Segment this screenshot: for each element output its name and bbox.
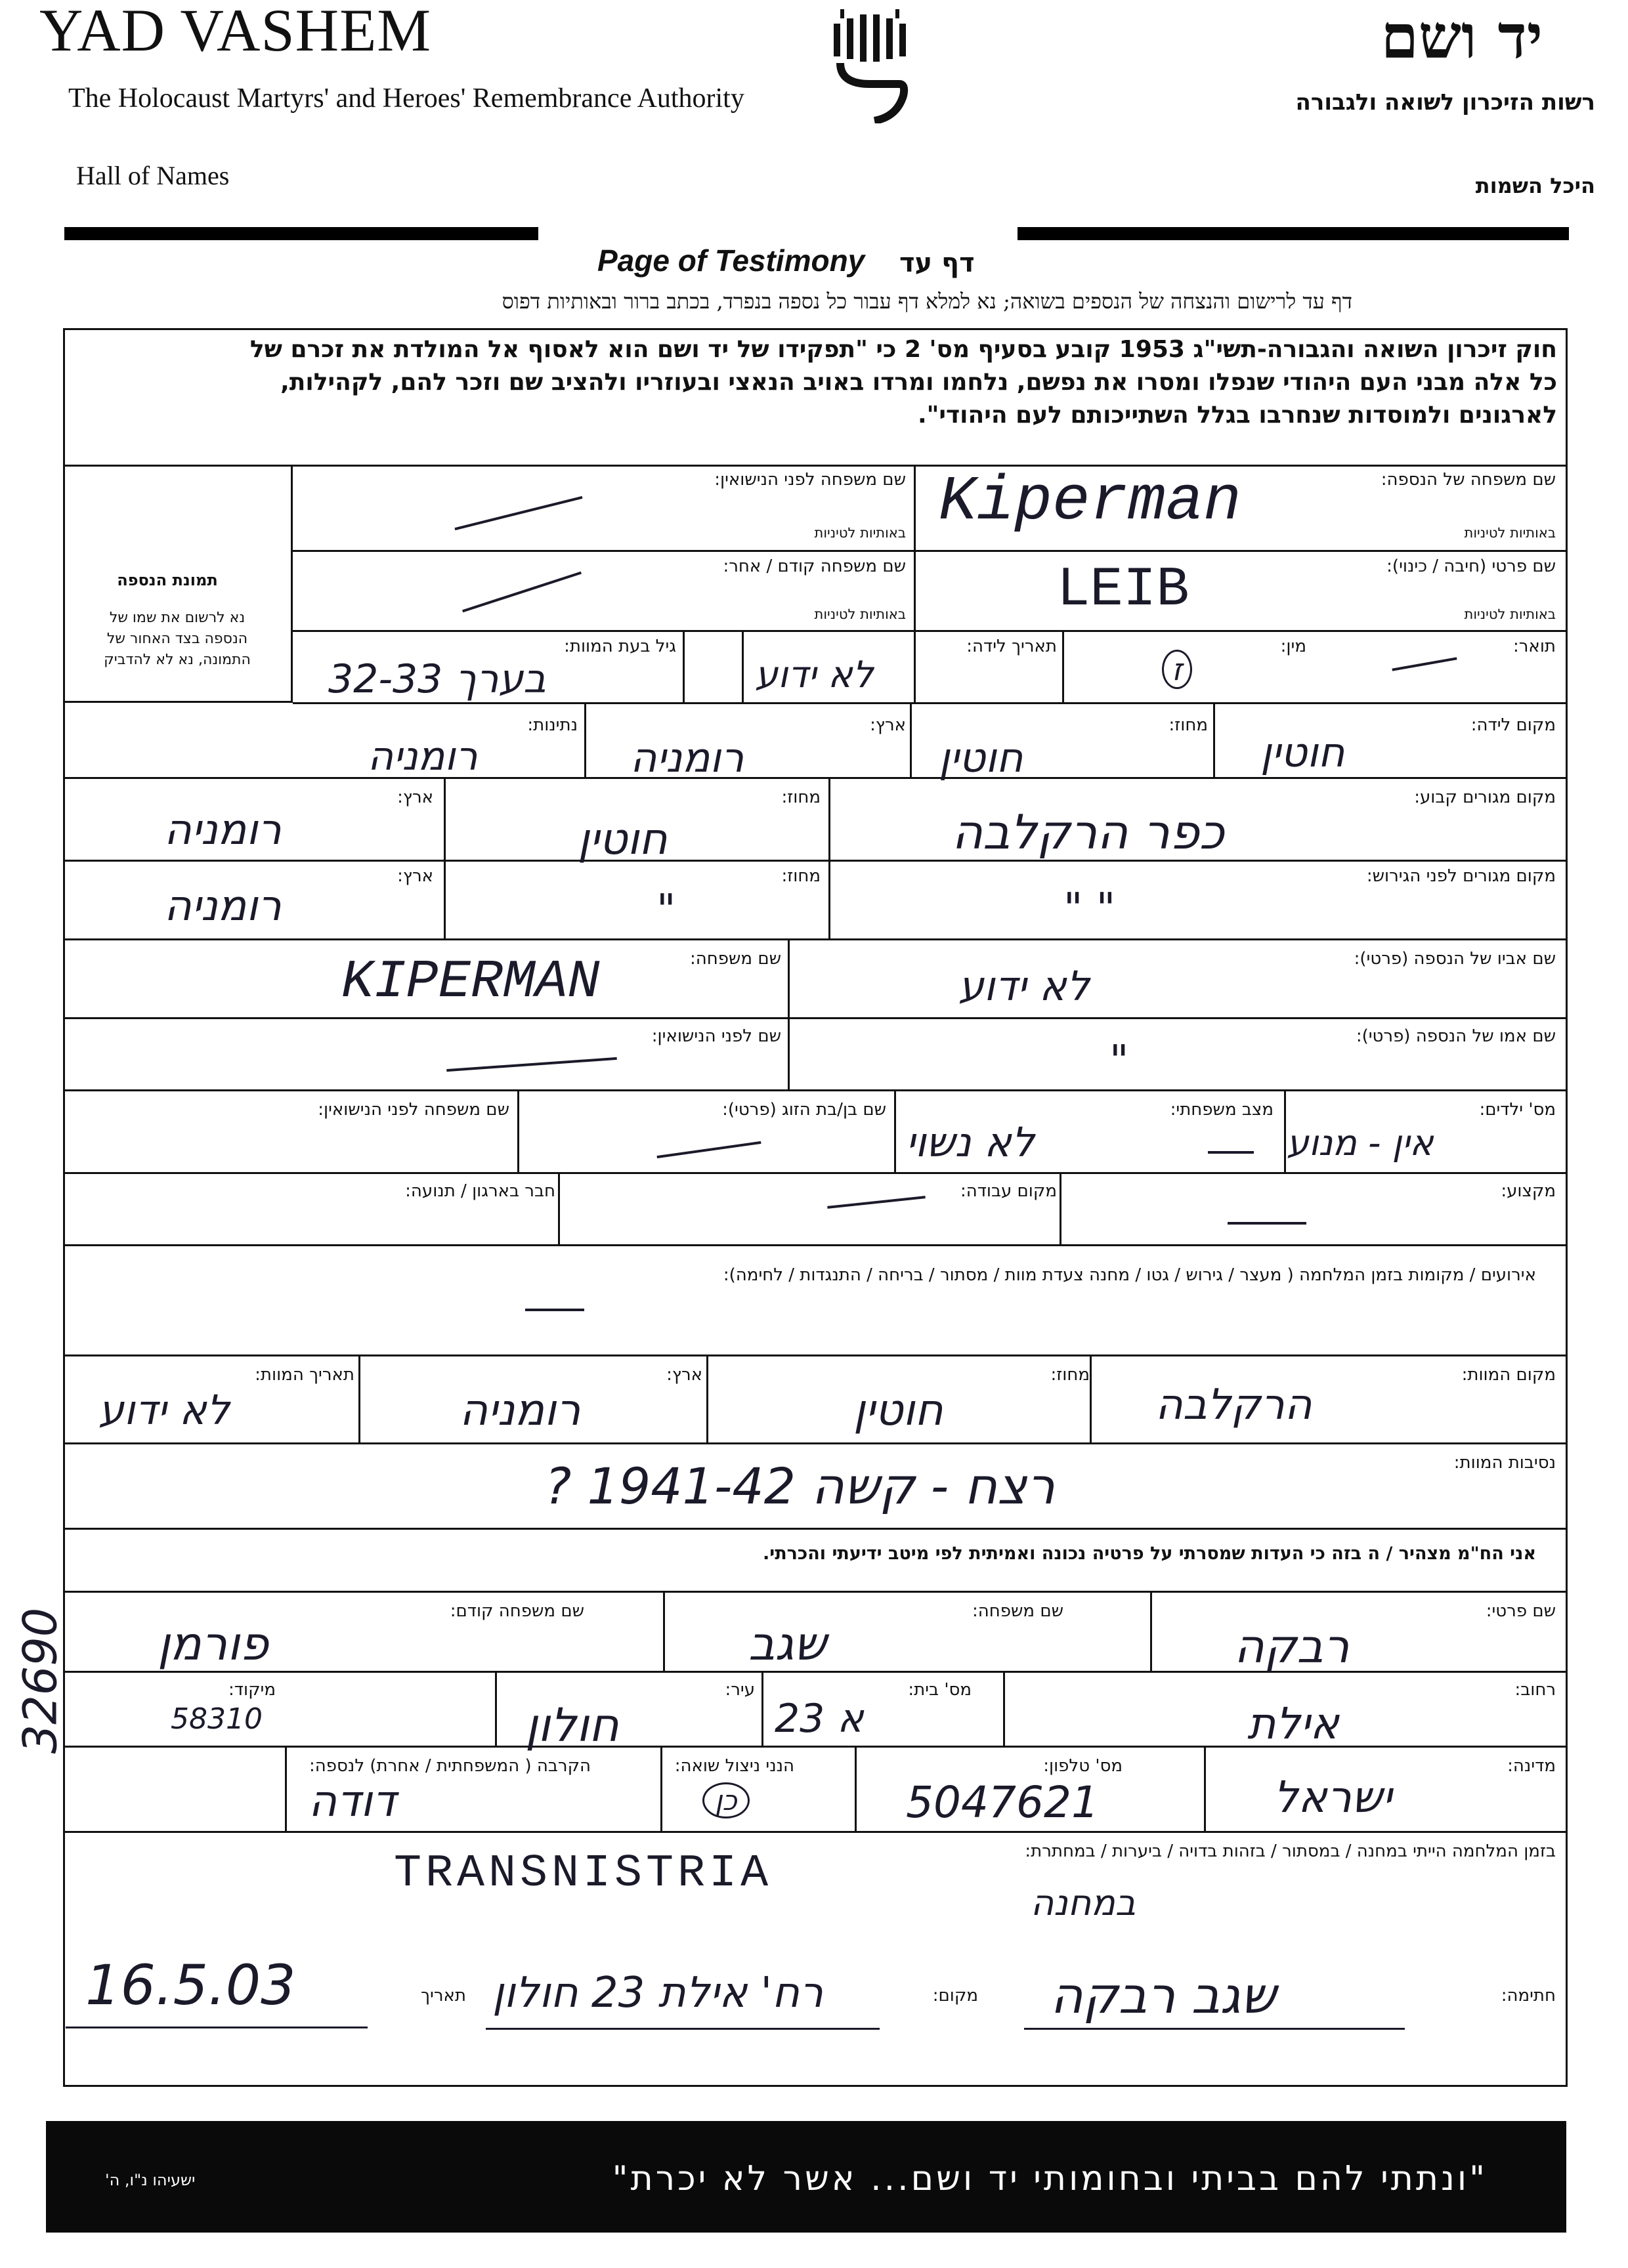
death-place-label: מקום המוות: xyxy=(1461,1365,1556,1385)
age-at-death-label: גיל בעת המוות: xyxy=(564,637,676,656)
law-line-3: לארגונים ולמוסדות שנחרבו בגלל השתייכותם לעם היהודי". xyxy=(917,402,1557,429)
wartime-events-label: אירועים / מקומות בזמן המלחמה ( מעצר / גירוש / גטו / מחנה צעדת מוות / מסתור / בריחה / התנגדות / לחימה): xyxy=(723,1265,1536,1285)
yad-vashem-logo xyxy=(814,5,926,123)
signature-label: חתימה: xyxy=(1501,1986,1556,2006)
place-line xyxy=(486,2028,880,2030)
first-name-latin-label: באותיות לטיניות xyxy=(1464,606,1556,622)
phone-value[interactable]: 5047621 xyxy=(906,1777,1099,1828)
header-bar-right xyxy=(1018,227,1569,240)
num-children-label: מס' ילדים: xyxy=(1479,1100,1556,1120)
first-name-label: שם פרטי (חיבה / כינוי): xyxy=(1386,556,1556,576)
row-line xyxy=(63,1089,1568,1091)
col-line xyxy=(828,777,830,938)
residence-country-label: ארץ: xyxy=(397,788,433,807)
col-line xyxy=(706,1354,708,1442)
zip-label: מיקוד: xyxy=(228,1680,276,1700)
org-name-he: יד ושם xyxy=(1381,1,1543,72)
death-place-value[interactable]: הרקלבה xyxy=(1155,1381,1312,1429)
col-line xyxy=(788,1017,790,1089)
birth-place-value[interactable]: חוטין xyxy=(1260,728,1345,776)
marital-status-value[interactable]: לא נשוי xyxy=(906,1118,1035,1166)
col-line xyxy=(855,1746,857,1831)
deportation-region-label: מחוז: xyxy=(781,866,821,886)
hall-of-names-he: היכל השמות xyxy=(1475,173,1595,198)
relation-label: הקרבה ( המשפחתית / אחרת) לנספה: xyxy=(309,1756,591,1776)
birth-place-label: מקום לידה: xyxy=(1470,715,1556,735)
workplace-label: מקום עבודה: xyxy=(960,1181,1057,1201)
death-country-value[interactable]: רומניה xyxy=(460,1385,581,1435)
row-line xyxy=(63,1354,1568,1356)
state-label: מדינה: xyxy=(1507,1756,1556,1776)
col-line xyxy=(914,465,916,702)
col-line xyxy=(558,1172,560,1244)
photo-box-line-2: הנספה בצד האחור של xyxy=(106,631,248,647)
street-value[interactable]: אילת xyxy=(1247,1698,1339,1749)
place-value[interactable]: רח' אילת 23 חולון xyxy=(492,1969,824,2017)
col-line xyxy=(584,702,586,777)
row-line xyxy=(63,777,1568,779)
first-name-value[interactable]: LEIB xyxy=(1057,559,1189,621)
profession-dash xyxy=(1228,1222,1306,1225)
num-children-value[interactable]: אין - מנוע xyxy=(1287,1122,1434,1164)
birth-country-label: ארץ: xyxy=(870,715,906,735)
birth-date-label: תאריך לידה: xyxy=(966,637,1057,656)
date-label: תאריך xyxy=(421,1986,466,2006)
city-value[interactable]: חולון xyxy=(525,1698,619,1752)
submitter-prev-surname-value[interactable]: פורמן xyxy=(158,1617,268,1671)
col-line xyxy=(1204,1746,1206,1831)
death-region-label: מחוז: xyxy=(1050,1365,1090,1385)
col-line xyxy=(660,1746,662,1831)
row-line xyxy=(63,860,1568,862)
previous-surname-label: שם משפחה קודם / אחר: xyxy=(723,556,906,576)
death-circumstances-value[interactable]: רצח - קשה 1941-42 ? xyxy=(545,1457,1056,1515)
submitter-first-name-value[interactable]: רבקה xyxy=(1234,1620,1350,1673)
death-circumstances-label: נסיבות המוות: xyxy=(1453,1453,1556,1473)
row-line xyxy=(63,1017,1568,1019)
birth-country-value[interactable]: רומניה xyxy=(630,734,744,782)
date-value[interactable]: 16.5.03 xyxy=(85,1953,296,2017)
marital-status-dash xyxy=(1208,1151,1254,1154)
previous-surname-latin-label: באותיות לטיניות xyxy=(814,606,906,622)
col-line xyxy=(1213,702,1215,777)
col-line xyxy=(761,1671,763,1746)
law-line-2: כל אלה מבני העם היהודי שנפלו ומסרו את נפשם, נלחמו ומרדו באויב הנאצי ובעוזריו ולהציב שם וזכר להם, לקהילות, xyxy=(280,369,1557,396)
relation-value[interactable]: דודה xyxy=(309,1776,396,1826)
photo-box-title: תמונת הנספה xyxy=(117,571,218,589)
law-line-1: חוק זיכרון השואה והגבורה-תשי"ג 1953 קובע בסעיף מס' 2 כי "תפקידו של יד ושם הוא לאסוף אל המולדת את זכרם של xyxy=(249,336,1557,363)
victim-surname-label: שם משפחה של הנספה: xyxy=(1381,470,1556,490)
house-number-value[interactable]: 23 א xyxy=(775,1696,864,1742)
nationality-label: נתינות: xyxy=(527,715,578,735)
col-line xyxy=(1062,630,1064,702)
col-line xyxy=(1003,1671,1005,1746)
deportation-region-value[interactable]: " xyxy=(656,886,676,934)
residence-region-value[interactable]: חוטין xyxy=(578,814,668,864)
permanent-residence-value[interactable]: כפר הרקלבה xyxy=(952,805,1224,860)
row-line xyxy=(63,1172,1568,1174)
age-at-death-value[interactable]: 32-33 בערך xyxy=(328,656,546,702)
row-line xyxy=(293,702,1568,704)
permanent-residence-label: מקום מגורים קבוע: xyxy=(1414,788,1556,807)
father-surname-value[interactable]: KIPERMAN xyxy=(341,952,600,1013)
deportation-country-label: ארץ: xyxy=(397,866,433,886)
col-line xyxy=(1060,1172,1061,1244)
footer-quote: "ונתתי להם בביתי ובחומותי יד ושם... אשר לא יכרת" xyxy=(612,2159,1488,2198)
header-bar-left xyxy=(64,227,538,240)
survivor-value[interactable]: כן xyxy=(702,1782,750,1818)
victim-surname-latin-label: באותיות לטיניות xyxy=(1464,525,1556,541)
nationality-value[interactable]: רומניה xyxy=(368,734,478,780)
submitter-prev-surname-label: שם משפחה קודם: xyxy=(450,1601,584,1621)
col-line xyxy=(517,1089,519,1172)
victim-surname-value[interactable]: Kiperman xyxy=(939,466,1241,537)
father-name-label: שם אביו של הנספה (פרטי): xyxy=(1354,949,1556,969)
state-value[interactable]: ישראל xyxy=(1274,1772,1392,1822)
house-number-label: מס' בית: xyxy=(908,1680,972,1700)
col-line xyxy=(358,1354,360,1442)
row-line xyxy=(63,465,1568,467)
birth-region-value[interactable]: חוטין xyxy=(939,734,1023,782)
form-title-he: דף עד xyxy=(899,248,975,278)
col-line xyxy=(1090,1354,1092,1442)
col-line xyxy=(495,1671,497,1746)
residence-region-label: מחוז: xyxy=(781,788,821,807)
gender-value[interactable]: ז xyxy=(1162,650,1192,689)
side-number: 32690 xyxy=(13,1607,68,1754)
row-line xyxy=(63,1528,1568,1530)
row-line xyxy=(63,938,1568,940)
col-line xyxy=(910,702,912,777)
father-surname-label: שם משפחה: xyxy=(690,949,781,969)
col-line xyxy=(742,630,744,702)
deportation-residence-label: מקום מגורים לפני הגירוש: xyxy=(1366,866,1556,886)
death-region-value[interactable]: חוטין xyxy=(853,1385,943,1435)
zip-value[interactable]: 58310 xyxy=(171,1702,263,1736)
mother-maiden-label: שם לפני הנישואין: xyxy=(651,1026,781,1046)
col-line xyxy=(1284,1089,1286,1172)
wartime-status-label: בזמן המלחמה הייתי במחנה / במסתור / בזהות בדויה / ביערות / במחתרת: xyxy=(1025,1841,1556,1861)
photo-box-text xyxy=(72,608,282,671)
spouse-name-label: שם בן/בת הזוג (פרטי): xyxy=(722,1100,886,1120)
deportation-residence-value[interactable]: " " xyxy=(1063,885,1116,933)
col-line xyxy=(444,777,446,938)
mother-name-value[interactable]: " xyxy=(1109,1037,1129,1085)
date-line xyxy=(66,2026,368,2028)
col-line xyxy=(683,630,685,702)
father-name-value[interactable]: לא ידוע xyxy=(958,962,1090,1010)
col-line xyxy=(788,938,790,1017)
photo-box-line-1: נא לרשום את שמו של xyxy=(109,610,246,626)
col-line xyxy=(1150,1591,1152,1671)
survivor-label: הנני ניצול שואה: xyxy=(674,1756,794,1776)
death-country-label: ארץ: xyxy=(666,1365,702,1385)
col-line xyxy=(894,1089,896,1172)
gender-label: מין: xyxy=(1280,637,1306,656)
row-line xyxy=(63,1244,1568,1246)
form-instructions: דף עד לרישום והנצחה של הנספים בשואה; נא למלא דף עבור כל נספה בנפרד, בכתב ברור ובאותיות דפוס xyxy=(502,289,1352,314)
marital-status-label: מצב משפחתי: xyxy=(1170,1100,1274,1120)
footer-source: ישעיהו נ"ו, ה' xyxy=(105,2171,196,2189)
deportation-country-value[interactable]: רומניה xyxy=(164,882,282,931)
row-line xyxy=(63,701,293,703)
hall-of-names-en: Hall of Names xyxy=(76,161,230,190)
row-line xyxy=(293,630,1568,632)
signature-line xyxy=(1024,2028,1405,2030)
death-date-value[interactable]: לא ידוע xyxy=(98,1386,230,1434)
place-label: מקום: xyxy=(932,1986,978,2006)
maiden-name-label: שם משפחה לפני הנישואין: xyxy=(714,470,906,490)
wartime-events-dash xyxy=(525,1309,584,1311)
mother-name-label: שם אמו של הנספה (פרטי): xyxy=(1356,1026,1556,1046)
maiden-latin-label: באותיות לטיניות xyxy=(814,525,906,541)
title-label: תואר: xyxy=(1513,637,1556,656)
form-title-en: Page of Testimony xyxy=(597,243,865,278)
org-subtitle-en: The Holocaust Martyrs' and Heroes' Remembrance Authority xyxy=(68,83,744,114)
birth-date-value[interactable]: לא ידוע xyxy=(755,654,874,696)
row-line xyxy=(63,1591,1568,1593)
footer-band xyxy=(46,2121,1566,2233)
wartime-note-value[interactable]: במחנה xyxy=(1031,1882,1136,1923)
birth-region-label: מחוז: xyxy=(1168,715,1208,735)
row-line xyxy=(63,1831,1568,1833)
phone-label: מס' טלפון: xyxy=(1043,1756,1123,1776)
submitter-surname-value[interactable]: שגב xyxy=(748,1617,826,1671)
law-text xyxy=(72,333,1557,432)
death-date-label: תאריך המוות: xyxy=(255,1365,354,1385)
profession-label: מקצוע: xyxy=(1501,1181,1556,1201)
signature-value[interactable]: שגב רבקה xyxy=(1050,1966,1276,2025)
col-line xyxy=(285,1746,287,1831)
org-subtitle-he: רשות הזיכרון לשואה ולגבורה xyxy=(1295,89,1595,116)
street-label: רחוב: xyxy=(1514,1680,1556,1700)
row-line xyxy=(63,1746,1568,1748)
org-name-en: YAD VASHEM xyxy=(39,0,432,64)
col-line xyxy=(663,1591,665,1671)
residence-country-value[interactable]: רומניה xyxy=(164,806,282,854)
city-label: עיר: xyxy=(725,1680,755,1700)
row-line xyxy=(63,1442,1568,1444)
wartime-camp-value[interactable]: TRANSNISTRIA xyxy=(394,1848,773,1900)
spouse-maiden-label: שם משפחה לפני הנישואין: xyxy=(318,1100,509,1120)
submitter-first-name-label: שם פרטי: xyxy=(1486,1601,1556,1621)
row-line xyxy=(293,550,1568,552)
submitter-surname-label: שם משפחה: xyxy=(972,1601,1063,1621)
declaration-text: אני הח"מ מצהיר / ה בזה כי העדות שמסרתי על פרטיה נכונה ואמיתית לפי מיטב ידיעתי והכרתי. xyxy=(763,1544,1536,1564)
photo-box-line-3: התמונה, נא לא להדביק xyxy=(104,652,251,668)
organization-label: חבר בארגון / תנועה: xyxy=(405,1181,555,1201)
